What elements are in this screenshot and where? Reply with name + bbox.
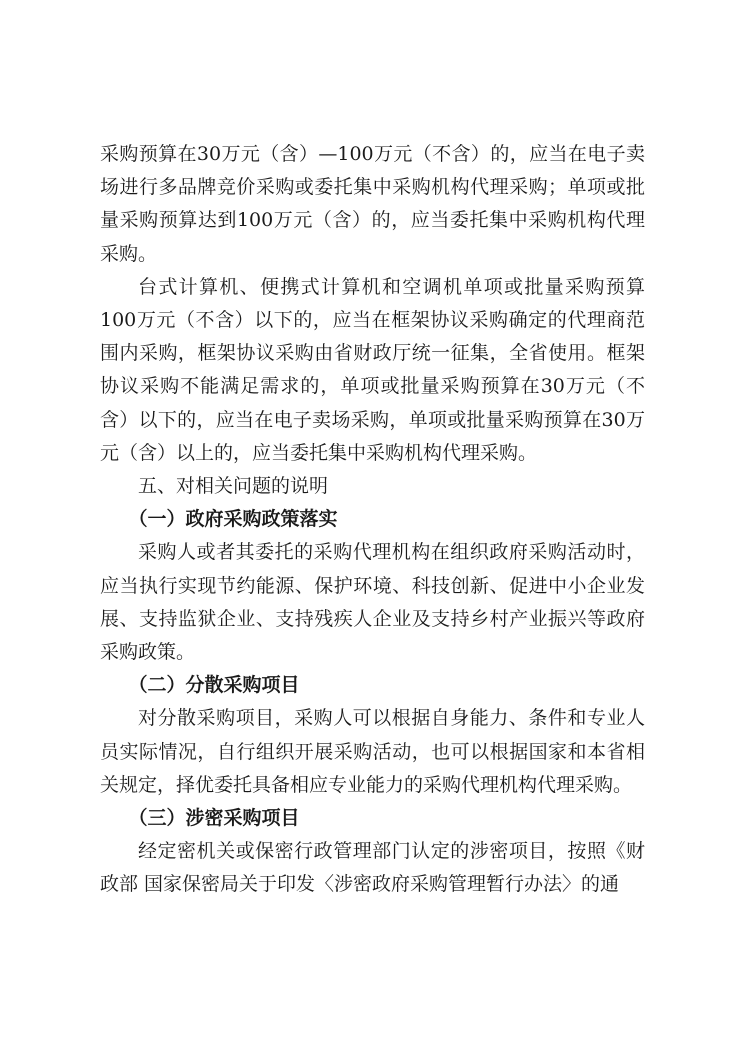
paragraph-policy: 采购人或者其委托的采购代理机构在组织政府采购活动时，应当执行实现节约能源、保护环境、科技创新、促进中小企业发展、支持监狱企业、支持残疾人企业及支持乡村产业振兴等政府采购政策。	[100, 541, 645, 664]
subheading-policy: （一）政府采购政策落实	[128, 508, 338, 531]
paragraph-classified: 经定密机关或保密行政管理部门认定的涉密项目，按照《财政部 国家保密局关于印发〈涉密政府采购管理暂行办法〉的通	[100, 840, 645, 896]
paragraph-computers-aircon: 台式计算机、便携式计算机和空调机单项或批量采购预算100万元（不含）以下的，应当在框架协议采购确定的代理商范围内采购，框架协议采购由省财政厅统一征集，全省使用。框架协议采购不能满足需求的，单项或批量采购预算在30万元（不含）以下的，应当在电子卖场采购，单项或批量采购预算在30万元（含）以上的，应当委托集中采购机构代理采购。	[100, 275, 645, 464]
paragraph-decentralized: 对分散采购项目，采购人可以根据自身能力、条件和专业人员实际情况，自行组织开展采购活动，也可以根据国家和本省相关规定，择优委托具备相应专业能力的采购代理机构代理采购。	[100, 707, 645, 796]
paragraph-procurement-budget: 采购预算在30万元（含）—100万元（不含）的，应当在电子卖场进行多品牌竞价采购或委托集中采购机构代理采购；单项或批量采购预算达到100万元（含）的，应当委托集中采购机构代理采购。	[100, 143, 645, 265]
subheading-classified: （三）涉密采购项目	[128, 807, 300, 830]
section-heading: 五、对相关问题的说明	[138, 475, 329, 498]
subheading-decentralized: （二）分散采购项目	[128, 674, 300, 697]
document-page	[100, 138, 645, 902]
